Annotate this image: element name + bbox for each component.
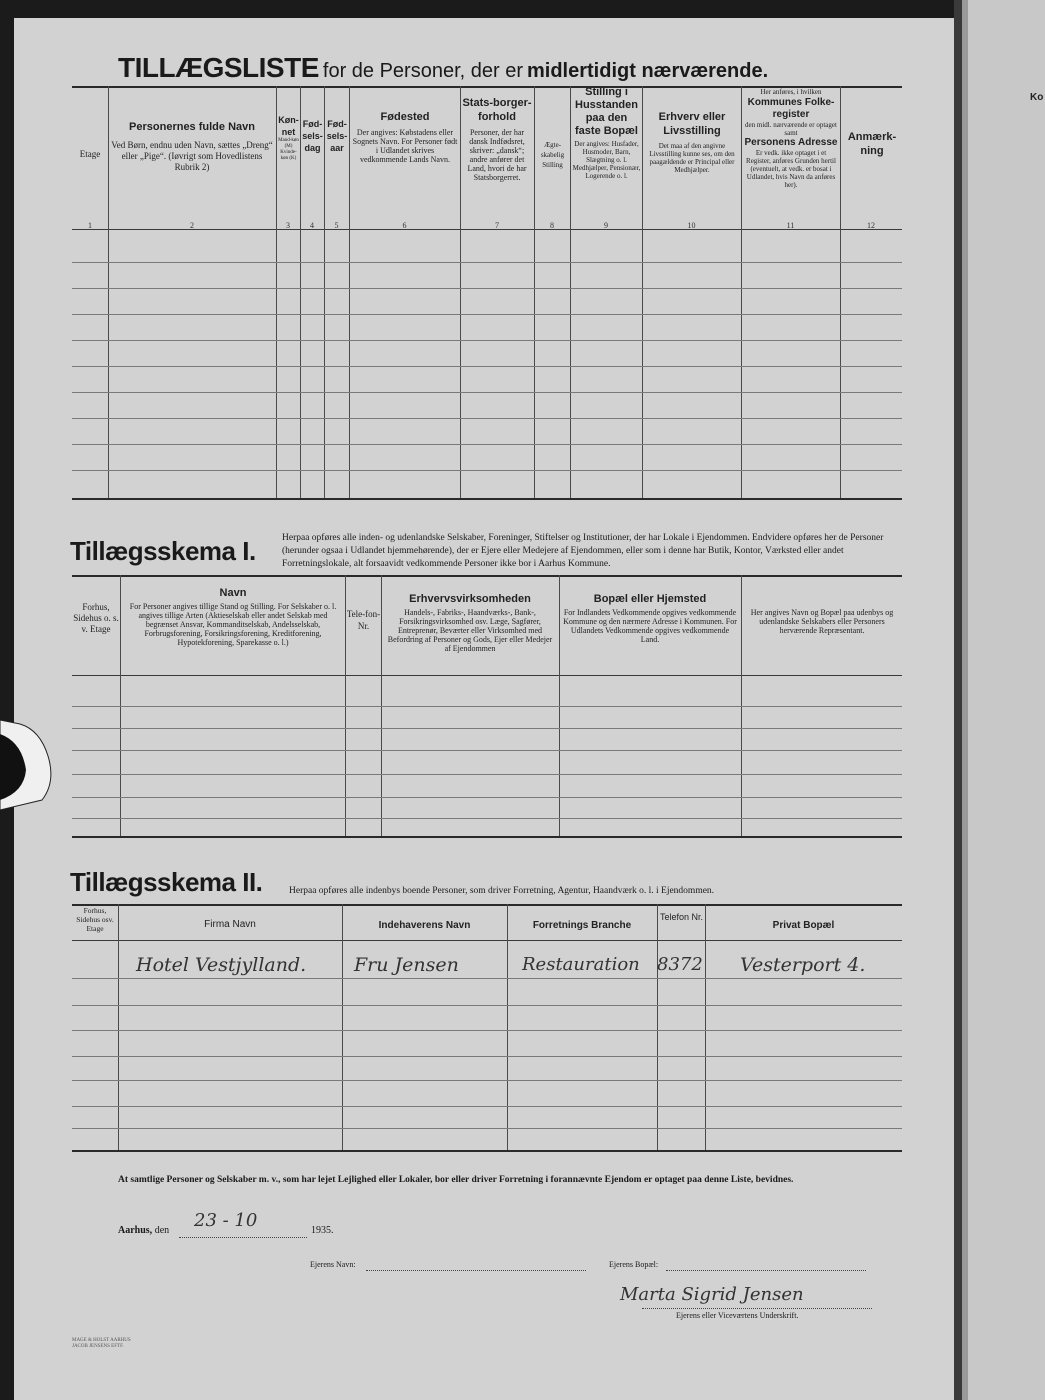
list-col-household: Stilling i Husstanden paa den faste Bopæl Der angives: Husfader, Husmoder, Barn, Slægtning o. l. Medhjælper, Pensionær, Logerende o. l. [572, 86, 641, 180]
schema2-top-rule [72, 904, 902, 906]
table-row [72, 1106, 902, 1107]
list-title: TILLÆGSLISTE for de Personer, der er midlertidigt nærværende. [118, 52, 769, 83]
entry-branch: Restauration [522, 954, 640, 975]
table-row [72, 750, 902, 751]
census-form-page: TILLÆGSLISTE for de Personer, der er midlertidigt nærværende. Etage Personernes fulde Navn Ved Børn, endnu uden Navn, sættes „Dreng“ eller „Pige“. (Iøvrigt som Hovedlistens Rubrik 2) Køn-net Mand-køn (M) Kvinde-køn (K) Fød-sels-dag Fød-sels-aar Fødested Der angives: Købstadens eller Sognets Navn. For Personer født i Udlandet skrives vedkommende Lands Navn. Stats-borger-forhold Personer, der har dansk Indfødsret, skriver: „dansk“; andre anfører det Land, hvori de har Statsborgerret. Ægte-skabelig Stilling Stilling i Husstanden paa den faste Bopæl Der angives: Husfader, Husmoder, Barn, Slægtning o. l. Medhjælper, Pensionær, Logerende o. l. Erhverv eller Livsstilling Det maa af den angivne Livsstilling kunne ses, om den paagældende er Principal eller Medhjælper. Her anføres, i hvilken Kommunes Folke-register den midl. nærværende er optaget samt Personens Adresse Er vedk. ikke optaget i et Register, anføres Grunden hertil (eventuelt, at vedk. er bosat i Udlandet, hvis Navn da anføres her). Anmærk-ning 1 2 3 4 5 6 7 8 9 10 11 12 Tillægsskema I. Herpaa opføres alle inden- og udenlandske Selskaber, Foreninger, Stiftelser og Institutioner, der har Lokale i Ejendommen. Endvidere opføres her de Personer (herunder ogsaa i Udlandet hjemmehørende), der er Ejere eller Medejere af Ejendommen, eller som i denne har Butik, Kontor, Værksted eller andet Forretningslokale, alt forsaavidt vedkommende Personer ikke bor i Aarhus Kommune. Forhus, Sidehus o. s. v. Etage Navn For Personer angives tillige Stand og Stilling. For Selskaber o. l. angives tillige Arten (Aktieselskab eller andet Selskab med begrænset Ansvar, Kommanditselskab, Andelsselskab, Forbrugsforening, Forsikringsforening, Kreditforening, Hypotekforening, Sparekasse o. l.) Tele-fon-Nr. Erhvervsvirksomheden Handels-, Fabriks-, Haandværks-, Bank-, Forsikringsvirksomhed osv. Læge, Sagfører, Entreprenør, Beværter eller Virksomhed med Befordring af Personer og Gods, Ejer eller Medejer af Ejendommen Bopæl eller Hjemsted For Indlandets Vedkommende opgives vedkommende Kommune og den nærmere Adresse i Kommunen. For Udlandets Vedkommende opgives vedkommende Land. Her angives Navn og Bopæl paa udenbys og udenlandske Selskabers eller Personers herværende Repræsentant. Tillægsskema II. Herpaa opføres alle indenbys boende Personer, som driver Forretning, Agentur, Haandværk o. l. i Ejendommen. Forhus, Sidehus osv. Etage Firma Navn Indehaverens Navn Forretnings Branche Telefon Nr. Privat Bopæl Hotel Vestjylland. Fru Jensen Restauration 8372 Vesterport 4. At samtlige Personer og Selskaber m. v., som har lejet Lejlighed eller Lokaler, bor eller driver Forretning i forannævnte Ejendom er optaget paa denne Liste, bevidnes. Aarhus, den 23 - 10 1935. Ejerens Navn: Ejerens Bopæl: Marta Sigrid Jensen Ejerens eller Viceværtens Underskrift. MAGE & HOLST AARHUS JACOB JENSENS EFTF. [14, 18, 954, 1400]
table-row [72, 392, 902, 393]
list-col-birthday: Fød-sels-dag [302, 119, 323, 153]
table-row [72, 288, 902, 289]
page-edge [962, 0, 968, 1400]
entry-address: Vesterport 4. [740, 954, 866, 976]
list-col-citizenship: Stats-borger-forhold Personer, der har dansk Indfødsret, skriver: „dansk“; andre anfører det Land, hvori de har Statsborgerret. [462, 97, 532, 182]
schema1-intro: Herpaa opføres alle inden- og udenlandske Selskaber, Foreninger, Stiftelser og Institutioner, der har Lokale i Ejendommen. Endvidere opføres her de Personer (herunder ogsaa i Udlandet hjemmehørende), der er Ejere eller Medejere af Ejendommen, eller som i denne har Butik, Kontor, Værksted eller andet Forretningslokale, alt forsaavidt vedkommende Personer ikke bor i Aarhus Kommune. [282, 533, 884, 569]
entry-firm-name: Hotel Vestjylland. [136, 954, 307, 976]
schema2-col-branch: Forretnings Branche [532, 920, 632, 931]
schema2-col-phone: Telefon Nr. [659, 912, 704, 922]
schema1-col-phone: Tele-fon-Nr. [346, 609, 381, 631]
list-col-occupation: Erhverv eller Livsstilling Det maa af den angivne Livsstilling kunne ses, om den paagældende er Principal eller Medhjælper. [649, 111, 735, 174]
entry-phone: 8372 [657, 954, 703, 975]
date-value: 23 - 10 [194, 1210, 258, 1231]
table-row [72, 1030, 902, 1031]
list-col-marital: Ægte-skabelig Stilling [540, 141, 565, 169]
list-table-bottom-rule [72, 498, 902, 500]
list-col-etage: Etage [79, 149, 101, 159]
table-row [72, 314, 902, 315]
printer-imprint: MAGE & HOLST AARHUS JACOB JENSENS EFTF. [72, 1338, 131, 1349]
list-col-register: Her anføres, i hvilken Kommunes Folke-register den midl. nærværende er optaget samt Personens Adresse Er vedk. ikke optaget i et Register, anføres Grunden hertil (eventuelt, at vedk. er bosat i Udlandet, hvis Navn da anføres her). [744, 88, 838, 189]
table-row [72, 774, 902, 775]
table-row [72, 470, 902, 471]
schema1-bottom-rule [72, 836, 902, 838]
schema2-col-address: Privat Bopæl [772, 920, 835, 931]
table-row [72, 978, 902, 979]
table-row [72, 818, 902, 819]
owner-signature: Marta Sigrid Jensen [620, 1284, 804, 1305]
owner-name-label: Ejerens Navn: [310, 1260, 356, 1269]
table-row [72, 1005, 902, 1006]
list-col-birthplace: Fødested Der angives: Købstadens eller Sognets Navn. For Personer født i Udlandet skrives vedkommende Lands Navn. [352, 111, 458, 164]
year-label: 1935. [311, 1225, 334, 1236]
schema1-col-residence: Bopæl eller Hjemsted For Indlandets Vedkommende opgives vedkommende Kommune og den nærmere Adresse i Kommunen. For Udlandets Vedkommende opgives vedkommende Land. [563, 593, 737, 644]
table-row [72, 1056, 902, 1057]
entry-owner: Fru Jensen [354, 954, 459, 976]
table-row [72, 262, 902, 263]
table-row [72, 340, 902, 341]
owner-address-line [666, 1270, 866, 1271]
table-row [72, 444, 902, 445]
schema1-col-etage: Forhus, Sidehus o. s. v. Etage [73, 602, 119, 634]
schema1-header-rule [72, 675, 902, 676]
owner-address-label: Ejerens Bopæl: [609, 1260, 659, 1269]
table-row [72, 366, 902, 367]
adjacent-page-fragment: Ko [1030, 92, 1044, 103]
schema2-bottom-rule [72, 1150, 902, 1152]
city-label: Aarhus, den [118, 1225, 170, 1236]
signature-line [642, 1308, 872, 1309]
adjacent-page [962, 0, 1045, 1400]
table-row [72, 797, 902, 798]
schema1-col-name: Navn For Personer angives tillige Stand og Stilling. For Selskaber o. l. angives tillige Arten (Aktieselskab eller andet Selskab med begrænset Ansvar, Kommanditselskab, Andelsselskab, Forbrugsforening, Forsikringsforening, Kreditforening, Hypotekforening, Sparekasse o. l.) [129, 587, 337, 647]
table-row [72, 1128, 902, 1129]
date-line [179, 1237, 307, 1238]
schema2-header-rule [72, 940, 902, 941]
schema1-col-business: Erhvervsvirksomheden Handels-, Fabriks-, Haandværks-, Bank-, Forsikringsvirksomhed osv. Læge, Sagfører, Entreprenør, Beværter eller Virksomhed med Befordring af Personer og Gods, Ejer eller Medejer af Ejendommen [387, 593, 553, 653]
book-spine [954, 0, 962, 1400]
owner-name-line [366, 1270, 586, 1271]
table-row [72, 418, 902, 419]
table-row [72, 706, 902, 707]
attestation-text: At samtlige Personer og Selskaber m. v., som har lejet Lejlighed eller Lokaler, bor eller driver Forretning i forannævnte Ejendom er optaget paa denne Liste, bevidnes. [118, 1175, 794, 1185]
schema1-top-rule [72, 575, 902, 577]
schema1-col-representative: Her angives Navn og Bopæl paa udenbys og udenlandske Selskabers eller Personers herværende Repræsentant. [750, 608, 894, 635]
schema2-col-etage: Forhus, Sidehus osv. Etage [76, 906, 114, 933]
schema2-col-owner: Indehaverens Navn [378, 920, 471, 931]
list-col-remark: Anmærk-ning [847, 131, 897, 157]
signature-label: Ejerens eller Viceværtens Underskrift. [676, 1311, 799, 1320]
table-row [72, 728, 902, 729]
schema2-intro: Herpaa opføres alle indenbys boende Personer, som driver Forretning, Agentur, Haandværk o. l. i Ejendommen. [289, 886, 715, 896]
schema2-title: Tillægsskema II. [70, 867, 263, 897]
list-col-name: Personernes fulde Navn Ved Børn, endnu uden Navn, sættes „Dreng“ eller „Pige“. (Iøvrigt som Hovedlistens Rubrik 2) [111, 121, 273, 172]
schema2-col-firm: Firma Navn [204, 919, 256, 930]
table-row [72, 1080, 902, 1081]
schema1-title: Tillægsskema I. [70, 536, 256, 566]
list-col-sex: Køn-net Mand-køn (M) Kvinde-køn (K) [278, 115, 299, 161]
list-col-birthyear: Fød-sels-aar [326, 119, 348, 153]
torn-paper-tab [0, 720, 60, 810]
